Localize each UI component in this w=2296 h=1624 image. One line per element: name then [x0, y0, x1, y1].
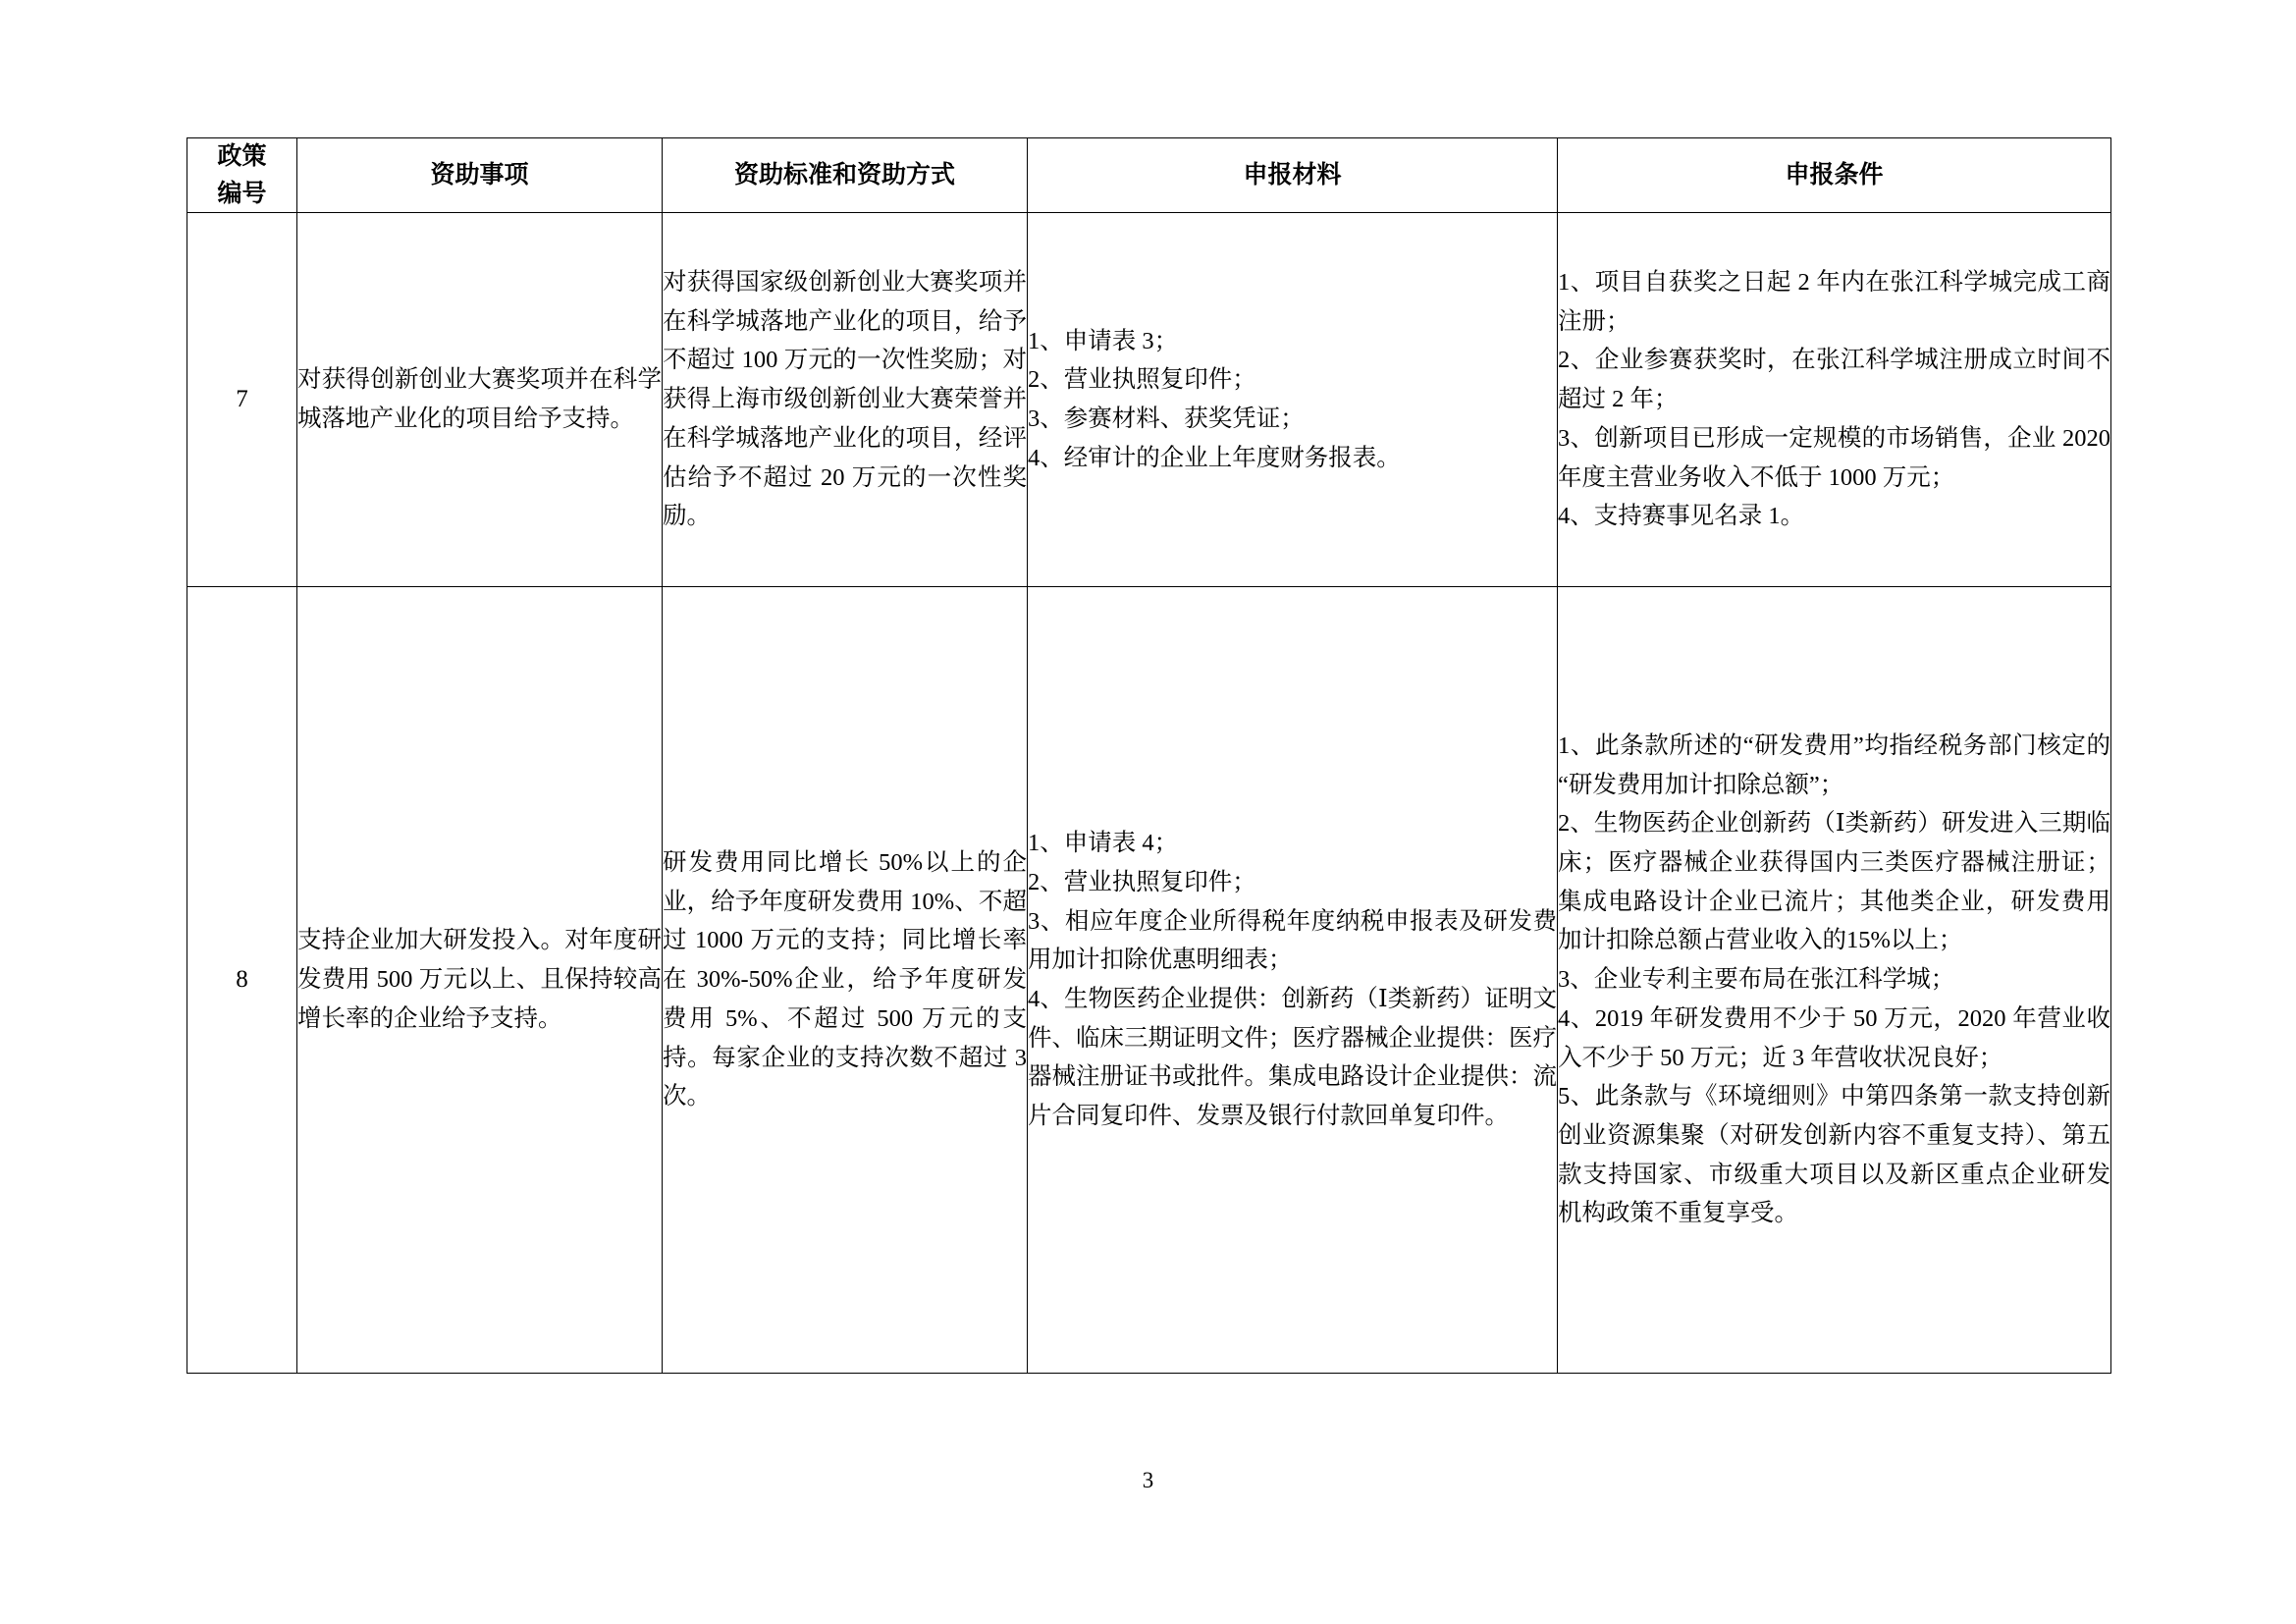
column-header-policy-number-line2: 编号	[217, 180, 267, 207]
column-header-application-conditions: 申报条件	[1558, 138, 2111, 213]
application-materials-8: 1、申请表 4； 2、营业执照复印件； 3、相应年度企业所得税年度纳税申报表及研发费用加计扣除优惠明细表； 4、生物医药企业提供：创新药（Ⅰ类新药）证明文件、临床三期证明文件；医疗器械企业提供：医疗器械注册证书或批件。集成电路设计企业提供：流片合同复印件、发票及银行付款回单复印件。	[1028, 587, 1558, 1374]
application-materials-7: 1、申请表 3； 2、营业执照复印件； 3、参赛材料、获奖凭证； 4、经审计的企业上年度财务报表。	[1028, 213, 1558, 587]
column-header-funding-item: 资助事项	[297, 138, 663, 213]
column-header-funding-standard: 资助标准和资助方式	[663, 138, 1028, 213]
policy-table	[187, 137, 2111, 1374]
application-conditions-7: 1、项目自获奖之日起 2 年内在张江科学城完成工商注册； 2、企业参赛获奖时，在张江科学城注册成立时间不超过 2 年； 3、创新项目已形成一定规模的市场销售，企业 2020 年度主营业务收入不低于 1000 万元； 4、支持赛事见名录 1。	[1558, 213, 2111, 587]
funding-item-8: 支持企业加大研发投入。对年度研发费用 500 万元以上、且保持较高增长率的企业给予支持。	[297, 587, 663, 1374]
column-header-policy-number	[187, 138, 297, 213]
policy-number-7: 7	[187, 213, 297, 587]
funding-item-7: 对获得创新创业大赛奖项并在科学城落地产业化的项目给予支持。	[297, 213, 663, 587]
table-header-row	[187, 138, 2111, 213]
table-row	[187, 213, 2111, 587]
page-number: 3	[1142, 1468, 1154, 1492]
column-header-policy-number-line1: 政策	[217, 143, 267, 170]
funding-standard-7: 对获得国家级创新创业大赛奖项并在科学城落地产业化的项目，给予不超过 100 万元的一次性奖励；对获得上海市级创新创业大赛荣誉并在科学城落地产业化的项目，经评估给予不超过 20 万元的一次性奖励。	[663, 213, 1028, 587]
column-header-application-materials: 申报材料	[1028, 138, 1558, 213]
policy-number-8: 8	[187, 587, 297, 1374]
application-conditions-8: 1、此条款所述的“研发费用”均指经税务部门核定的“研发费用加计扣除总额”； 2、生物医药企业创新药（Ⅰ类新药）研发进入三期临床；医疗器械企业获得国内三类医疗器械注册证；集成电路设计企业已流片；其他类企业，研发费用加计扣除总额占营业收入的15%以上； 3、企业专利主要布局在张江科学城； 4、2019 年研发费用不少于 50 万元，2020 年营业收入不少于 50 万元；近 3 年营收状况良好； 5、此条款与《环境细则》中第四条第一款支持创新创业资源集聚（对研发创新内容不重复支持）、第五款支持国家、市级重大项目以及新区重点企业研发机构政策不重复享受。	[1558, 587, 2111, 1374]
funding-standard-8: 研发费用同比增长 50%以上的企业，给予年度研发费用 10%、不超过 1000 万元的支持；同比增长率在 30%-50%企业，给予年度研发费用 5%、不超过 500 万元的支持。每家企业的支持次数不超过 3 次。	[663, 587, 1028, 1374]
table-row	[187, 587, 2111, 1374]
